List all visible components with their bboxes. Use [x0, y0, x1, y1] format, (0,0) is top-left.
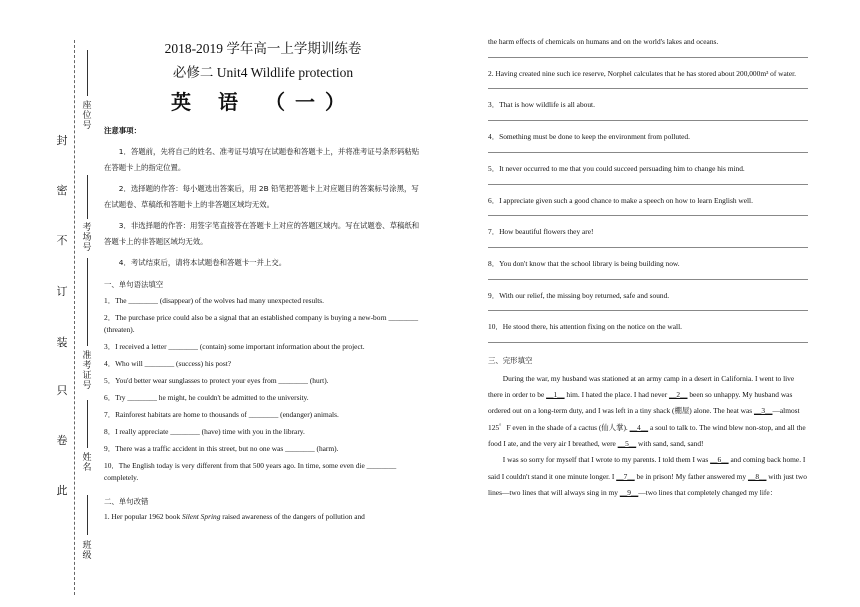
question-item: 8．You don't know that the school library is being building now. — [488, 258, 680, 268]
binding-char: 订 — [56, 286, 68, 298]
question-item: 5．It never occurred to me that you could succeed persuading him to change his mind. — [488, 163, 745, 173]
question-item: 3．That is how wildlife is all about. — [488, 100, 595, 110]
answer-line — [488, 111, 808, 121]
question-text: raised awareness of the dangers of pollution and — [220, 512, 365, 522]
question-item: 2. Having created nine such ice reserve, Norphel calculates that he has stored about 200,000m³ of water. — [488, 68, 796, 78]
seat-field-label: 座位号 — [82, 100, 92, 130]
binding-char: 只 — [56, 385, 68, 397]
binding-char: 装 — [56, 337, 68, 349]
cloze-text: —two lines that completely changed my life： — [638, 487, 778, 497]
answer-line — [488, 206, 808, 216]
cloze-text: with sand, sand, sand! — [636, 438, 704, 448]
question-item: 6．Try ________ he might, he couldn't be admitted to the university. — [104, 392, 309, 402]
question-item: 9．With our relief, the missing boy returned, safe and sound. — [488, 290, 670, 300]
section-title: 一、单句语法填空 — [104, 280, 164, 289]
question-item: 9．There was a traffic accident in this street, but no one was ________ (harm). — [104, 444, 339, 454]
binding-dashed-line — [74, 40, 75, 595]
cloze-text: him. I hated the place. I had never — [564, 390, 670, 400]
answer-line — [488, 48, 808, 58]
question-item: 7．Rainforest habitats are home to thousands of ________ (endanger) animals. — [104, 409, 339, 419]
notice-item: 4．考试结束后，请将本试题卷和答题卡一并上交。 — [118, 258, 287, 267]
book-title: Silent Spring — [182, 512, 221, 522]
notice-item: 1．答题前，先将自己的姓名、准考证号填写在试题卷和答题卡上，并将准考证号条形码粘贴在答题卡上的指定位置。 — [104, 147, 420, 172]
cloze-text: be in prison! My father answered my — [634, 471, 748, 481]
question-item: 4．Who will ________ (success) his post? — [104, 358, 232, 368]
answer-line — [488, 333, 808, 343]
cloze-blank: __7__ — [616, 471, 635, 481]
exam-title: 2018-2019 学年高一上学期训练卷 — [164, 41, 362, 56]
class-field-blank — [87, 495, 88, 535]
question-item — [104, 511, 422, 523]
cloze-blank: __3__ — [753, 406, 773, 416]
cloze-text: with just two lines—two lines that will always sing in my — [488, 471, 807, 497]
cloze-blank: __2__ — [669, 390, 688, 400]
notice-item: 3．非选择题的作答：用签字笔直接答在答题卡上对应的答题区域内。写在试题卷、草稿纸和答题卡上的非答题区域均无效。 — [104, 221, 420, 246]
cloze-text: —almost 125゜F even in the shade of a cactus (仙人掌). — [488, 406, 800, 432]
exam-room-field-blank — [87, 175, 88, 219]
answer-line — [488, 301, 808, 311]
left-column — [104, 40, 422, 528]
class-field-label: 班级 — [82, 540, 92, 560]
cloze-blank: __1__ — [546, 390, 565, 400]
cloze-text: During the war, my husband was stationed at an army camp in a desert in California. I went to live there in order to be — [488, 373, 795, 400]
question-item: 4．Something must be done to keep the environment from polluted. — [488, 132, 690, 142]
notice-block — [104, 123, 422, 271]
question-item: 7．How beautiful flowers they are! — [488, 227, 594, 237]
notice-item: 2．选择题的作答：每小题选出答案后，用 2B 铅笔把答题卡上对应题目的答案标号涂黑，写在试题卷、草稿纸和答题卡上的非答题区域均无效。 — [104, 184, 419, 209]
subject-title: 英 语 （一） — [171, 90, 355, 114]
question-text: 1. Her popular 1962 book — [104, 512, 182, 522]
answer-line — [488, 238, 808, 248]
unit-title: 必修二 Unit4 Wildlife protection — [172, 65, 354, 80]
binding-char: 此 — [56, 485, 68, 497]
notice-title: 注意事项： — [104, 126, 141, 135]
question-item: 10．The English today is very different from that 500 years ago. In time, some even die ________ completely. — [104, 461, 397, 482]
binding-char: 封 — [56, 135, 68, 147]
cloze-blank: __4__ — [629, 422, 649, 432]
right-column — [488, 36, 808, 501]
seat-field-blank — [87, 50, 88, 96]
binding-char: 密 — [56, 185, 68, 197]
answer-line — [488, 270, 808, 280]
question-item: 8．I really appreciate ________ (have) time with you in the library. — [104, 427, 305, 437]
cloze-blank: __6__ — [710, 455, 729, 465]
cloze-text: been so unhappy. My husband was ordered out on a long-term duty, and I was left in a tiny shack (棚屋) alone. The heat was — [488, 390, 793, 416]
question-item: 1．The ________ (disappear) of the wolves had many unexpected results. — [104, 295, 325, 305]
question-item: 6．I appreciate given such a good chance to make a speech on how to learn English well. — [488, 195, 753, 205]
answer-line — [488, 143, 808, 153]
section-title: 二、单句改错 — [104, 496, 149, 506]
question-item: 5．You'd better wear sunglasses to protect your eyes from ________ (hurt). — [104, 375, 329, 385]
exam-id-field-label: 准考证号 — [82, 350, 92, 390]
answer-line — [488, 79, 808, 89]
exam-id-field-blank — [87, 258, 88, 346]
binding-margin — [0, 0, 98, 607]
cloze-paragraph — [488, 371, 808, 452]
answer-line — [488, 175, 808, 185]
cloze-blank: __5__ — [617, 438, 637, 448]
exam-room-field-label: 考场号 — [82, 222, 92, 252]
cloze-paragraph — [488, 452, 808, 501]
cloze-blank: __9__ — [619, 487, 639, 497]
binding-char: 不 — [56, 235, 68, 247]
cloze-text: a soul to talk to. The wind blew non-stop, and all the food I ate, and the very air I breathed, were — [488, 422, 806, 448]
section-title: 三、完形填空 — [488, 356, 533, 366]
name-field-label: 姓名 — [82, 452, 92, 472]
question-item: 10．He stood there, his attention fixing on the notice on the wall. — [488, 322, 682, 332]
name-field-blank — [87, 400, 88, 448]
question-item: 2．The purchase price could also be a signal that an established company is buying a new-born ________ (threaten). — [104, 312, 419, 334]
cloze-blank: __8__ — [747, 471, 767, 481]
binding-char: 卷 — [56, 435, 68, 447]
cloze-text: and coming back home. I said I couldn't stand it one minute longer. I — [488, 455, 806, 481]
question-item: 3．I received a letter ________ (contain) some important information about the project. — [104, 341, 365, 351]
cloze-text: I was so sorry for myself that I wrote to my parents. I told them I was — [502, 455, 711, 465]
question-item: the harm effects of chemicals on humans and on the world's lakes and oceans. — [488, 37, 719, 46]
